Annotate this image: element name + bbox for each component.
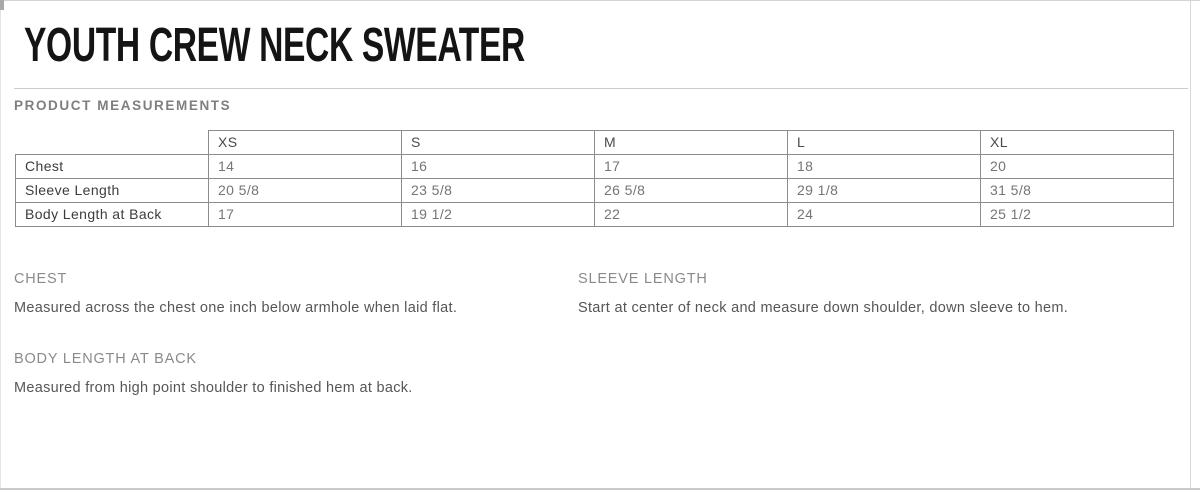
cell-value: 29 1/8 xyxy=(788,179,981,203)
panel-right-border xyxy=(1190,0,1191,489)
column-header-m: M xyxy=(595,131,788,155)
definition-text: Start at center of neck and measure down shoulder, down sleeve to hem. xyxy=(578,300,1069,316)
definition-chest xyxy=(14,270,578,322)
cell-value: 25 1/2 xyxy=(981,203,1174,227)
cell-value: 19 1/2 xyxy=(402,203,595,227)
cell-value: 17 xyxy=(595,155,788,179)
cell-value: 18 xyxy=(788,155,981,179)
column-header-l: L xyxy=(788,131,981,155)
column-header-xs: XS xyxy=(209,131,402,155)
corner-artifact xyxy=(0,0,4,10)
definition-text: Measured from high point shoulder to finished hem at back. xyxy=(14,380,413,396)
row-label: Chest xyxy=(16,155,209,179)
cell-value: 17 xyxy=(209,203,402,227)
cell-value: 22 xyxy=(595,203,788,227)
table-row-chest xyxy=(16,155,1174,179)
definition-title: BODY LENGTH AT BACK xyxy=(14,351,197,367)
row-label: Body Length at Back xyxy=(16,203,209,227)
measurement-definitions xyxy=(14,270,1188,402)
table-row-body-length-at-back xyxy=(16,203,1174,227)
row-label: Sleeve Length xyxy=(16,179,209,203)
title-area xyxy=(0,0,1200,70)
cell-value: 16 xyxy=(402,155,595,179)
cell-value: 20 5/8 xyxy=(209,179,402,203)
cell-value: 26 5/8 xyxy=(595,179,788,203)
panel-left-border xyxy=(0,0,1,489)
divider-line xyxy=(14,88,1188,89)
column-header-xl: XL xyxy=(981,131,1174,155)
definition-title: CHEST xyxy=(14,271,68,287)
product-measurements-heading: PRODUCT MEASUREMENTS xyxy=(14,98,232,113)
definition-title: SLEEVE LENGTH xyxy=(578,271,708,287)
column-header-s: S xyxy=(402,131,595,155)
table-corner-cell xyxy=(16,131,209,155)
panel-bottom-border xyxy=(0,488,1200,490)
cell-value: 20 xyxy=(981,155,1174,179)
page-title: YOUTH CREW NECK SWEATER xyxy=(24,19,525,72)
table-row-sleeve-length xyxy=(16,179,1174,203)
panel-top-border xyxy=(0,0,1200,1)
cell-value: 14 xyxy=(209,155,402,179)
cell-value: 24 xyxy=(788,203,981,227)
table-header-row xyxy=(16,131,1174,155)
definition-text: Measured across the chest one inch below armhole when laid flat. xyxy=(14,300,458,316)
definition-body-length-at-back xyxy=(14,350,578,402)
cell-value: 23 5/8 xyxy=(402,179,595,203)
definition-sleeve-length xyxy=(578,270,1138,322)
cell-value: 31 5/8 xyxy=(981,179,1174,203)
measurements-table xyxy=(15,130,1174,227)
definition-empty-slot xyxy=(578,350,1138,402)
